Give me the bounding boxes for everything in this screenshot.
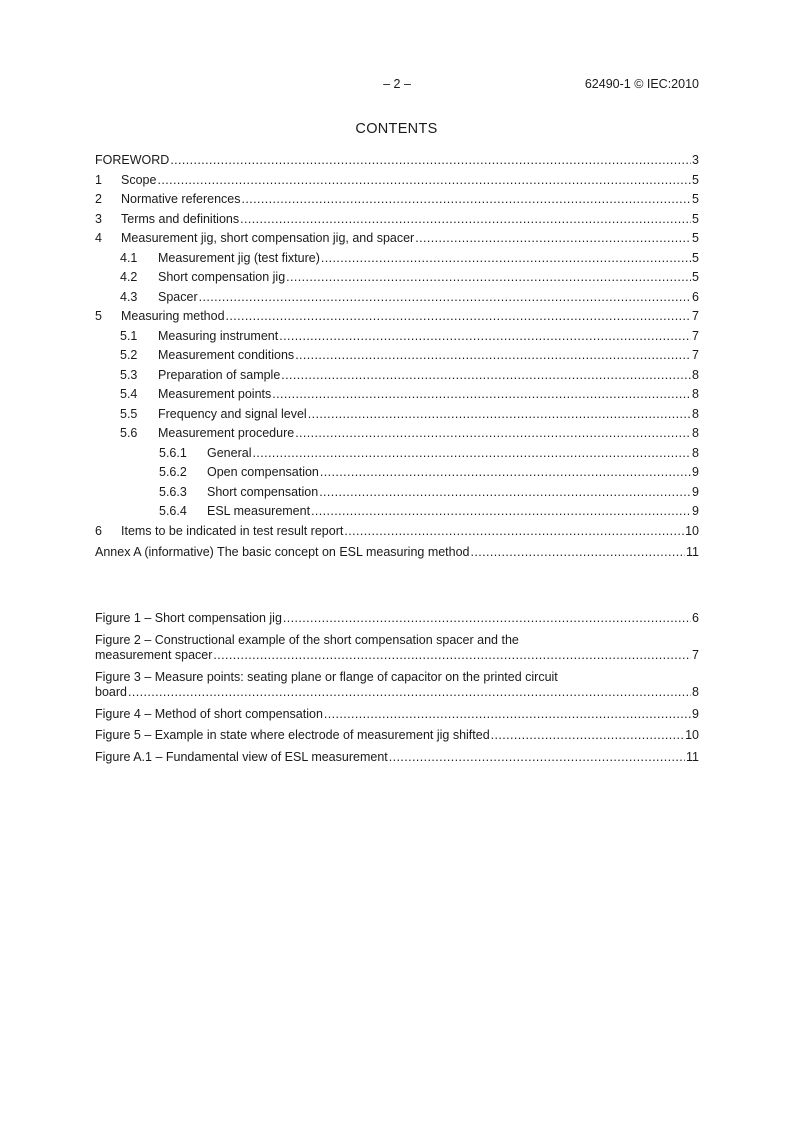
toc-label: Scope [121,172,157,187]
figure-page: 10 [685,728,699,742]
toc-entry[interactable] [95,366,699,386]
figure-label-line1: Figure 3 – Measure points: seating plane or flange of capacitor on the printed circuit [95,669,558,684]
toc-label: General [207,445,252,460]
dot-leader [415,229,691,249]
toc-page: 5 [692,172,699,187]
page-header [95,77,699,93]
dot-leader [199,288,691,308]
toc-page: 5 [692,231,699,245]
dot-leader [213,648,691,664]
figure-page: 11 [686,749,699,764]
toc-entry[interactable] [95,288,699,308]
toc-page: 10 [685,523,699,538]
toc-entry-foreword[interactable] [95,151,699,171]
toc-label: Items to be indicated in test result report [121,523,344,538]
toc-page: 9 [692,465,699,479]
dot-leader [157,171,691,191]
toc-page: 7 [692,348,699,362]
toc-number: 6 [95,523,102,538]
figure-label-line1: Figure 2 – Constructional example of the short compensation spacer and the [95,632,519,647]
figure-label: Figure 5 – Example in state where electrode of measurement jig shifted [95,728,490,742]
dot-leader [283,611,691,627]
toc-label: Spacer [158,289,198,304]
figure-label: Figure 1 – Short compensation jig [95,611,282,625]
toc-entry[interactable] [95,346,699,366]
toc-number: 4 [95,231,102,245]
toc-entry-annex-a[interactable] [95,543,699,563]
toc-page: 5 [692,270,699,284]
toc-label: Measuring method [121,309,225,323]
toc-page: 8 [692,426,699,440]
toc-entry[interactable] [95,522,699,542]
toc-number: 5.1 [120,328,138,343]
toc-number: 2 [95,192,102,206]
toc-label: Measurement procedure [158,426,295,440]
toc-number: 4.3 [120,289,138,304]
toc-label: Annex A (informative) The basic concept on ESL measuring method [95,545,470,559]
dot-leader [286,268,691,288]
dot-leader [324,707,691,723]
figure-label: board [95,685,127,699]
toc-entry[interactable] [95,249,699,269]
toc-number: 5.3 [120,367,138,382]
toc-page: 11 [686,545,699,559]
dot-leader [471,543,686,563]
toc-entry[interactable] [95,444,699,464]
toc-number: 5.6 [120,426,138,440]
dot-leader [344,522,684,542]
dot-leader [491,728,684,744]
toc-entry[interactable] [95,463,699,483]
figure-entry-1[interactable] [95,611,699,627]
toc-page: 6 [692,289,699,304]
toc-label: Measurement points [158,387,272,401]
toc-page: 7 [692,328,699,343]
toc-entry[interactable] [95,171,699,191]
toc-page: 9 [692,484,699,499]
dot-leader [281,366,691,386]
toc-label: Measurement jig, short compensation jig, and spacer [121,231,415,245]
toc-number: 5.6.1 [159,445,187,460]
toc-label: Open compensation [207,465,319,479]
toc-number: 5 [95,309,102,323]
toc-label: Preparation of sample [158,367,281,382]
toc-label: FOREWORD [95,153,170,167]
toc-number: 3 [95,211,102,226]
figure-entry-4[interactable] [95,707,699,723]
toc-entry[interactable] [95,424,699,444]
dot-leader [226,307,692,327]
toc-page: 3 [692,153,699,167]
toc-label: Measurement conditions [158,348,295,362]
toc-label: Normative references [121,192,241,206]
toc-entry[interactable] [95,307,699,327]
dot-leader [272,385,691,405]
toc-label: Short compensation [207,484,319,499]
toc-entry[interactable] [95,502,699,522]
toc-entry[interactable] [95,268,699,288]
toc-page: 8 [692,367,699,382]
figure-entry-a1[interactable] [95,750,699,766]
toc-number: 4.1 [120,250,138,265]
figure-label: Figure 4 – Method of short compensation [95,706,323,721]
toc-number: 5.6.4 [159,504,187,518]
toc-label: ESL measurement [207,504,311,518]
toc-entry[interactable] [95,327,699,347]
dot-leader [319,483,691,503]
toc-number: 5.4 [120,387,138,401]
toc-label: Measuring instrument [158,328,279,343]
figure-page: 6 [692,611,699,625]
dot-leader [321,249,691,269]
dot-leader [128,685,691,701]
toc-page: 8 [692,387,699,401]
dot-leader [308,405,691,425]
dot-leader [242,190,692,210]
toc-page: 7 [692,309,699,323]
dot-leader [311,502,691,522]
toc-number: 5.5 [120,406,138,421]
dot-leader [279,327,691,347]
figure-label: measurement spacer [95,648,213,662]
figure-entry-2[interactable] [95,633,699,664]
figure-label: Figure A.1 – Fundamental view of ESL measurement [95,749,388,764]
toc-page: 9 [692,504,699,518]
toc-entry[interactable] [95,405,699,425]
toc-number: 4.2 [120,270,138,284]
dot-leader [295,346,691,366]
toc-number: 1 [95,172,102,187]
dot-leader [320,463,691,483]
figure-page: 9 [692,706,699,721]
toc-page: 8 [692,445,699,460]
toc-entry[interactable] [95,190,699,210]
toc-label: Frequency and signal level [158,406,307,421]
toc-page: 5 [692,211,699,226]
figure-entry-5[interactable] [95,728,699,744]
toc-page: 5 [692,192,699,206]
page-title: CONTENTS [355,121,438,137]
standard-reference: 62490-1 © IEC:2010 [584,77,699,91]
figure-page: 7 [692,648,699,662]
dot-leader [252,444,691,464]
figure-entry-3[interactable] [95,670,699,701]
toc-label: Terms and definitions [121,211,240,226]
toc-entry[interactable] [95,385,699,405]
toc-page: 8 [692,406,699,421]
dot-leader [170,151,691,171]
toc-entry[interactable] [95,210,699,230]
list-of-figures [95,611,699,771]
dot-leader [389,750,685,766]
dot-leader [240,210,691,230]
toc-page: 5 [692,250,699,265]
toc-number: 5.6.3 [159,484,187,499]
toc-number: 5.2 [120,348,138,362]
page-number: – 2 – [383,77,411,91]
toc-number: 5.6.2 [159,465,187,479]
toc-entry[interactable] [95,229,699,249]
figure-page: 8 [692,685,699,699]
dot-leader [295,424,691,444]
toc-label: Measurement jig (test fixture) [158,250,320,265]
toc-entry[interactable] [95,483,699,503]
toc-label: Short compensation jig [158,270,286,284]
table-of-contents [95,151,699,563]
